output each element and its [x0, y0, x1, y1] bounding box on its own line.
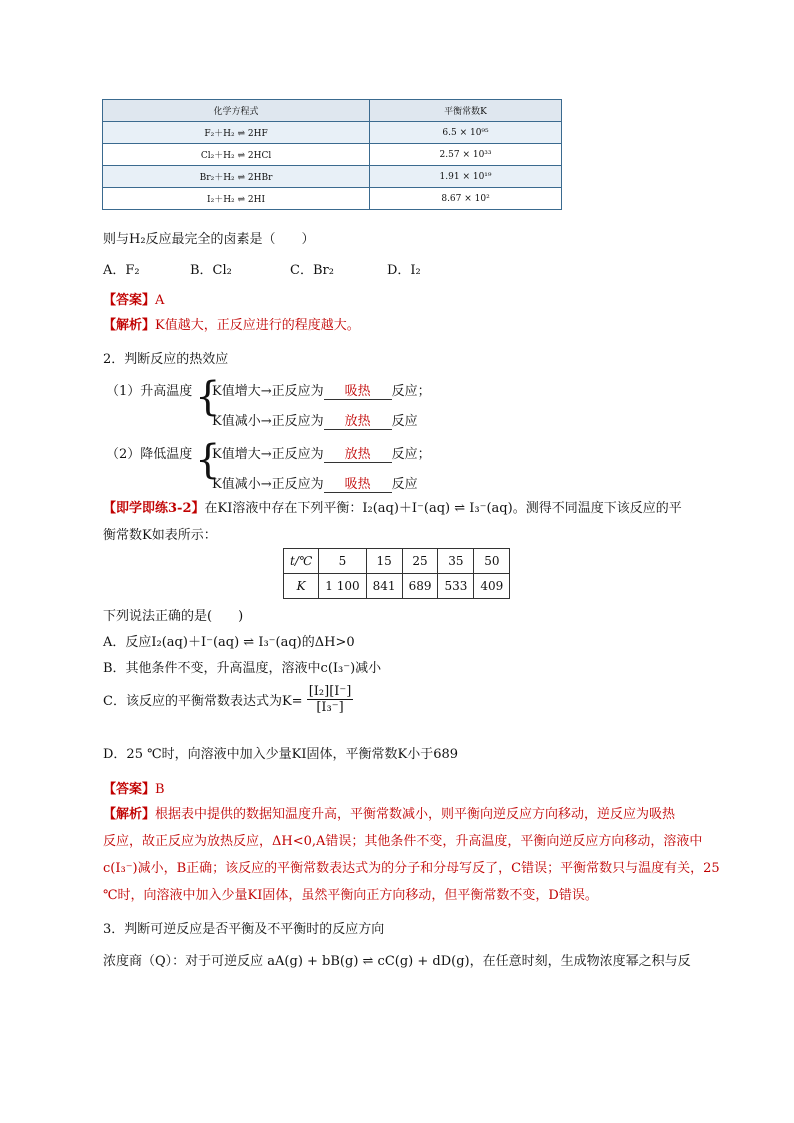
question-line: 【即学即练3-2】在KI溶液中存在下列平衡：I₂(aq)＋I⁻(aq) ⇌ I₃⁻(aq)。测得不同温度下该反应的平 [103, 501, 682, 516]
statement-line: K值减小→正反应为 吸热 反应 [212, 473, 418, 493]
table-cell: I₂＋H₂ ⇌ 2HI [103, 188, 370, 210]
option-c: C．Br₂ [290, 263, 334, 278]
table-cell: 35 [438, 549, 474, 574]
table-cell: 409 [474, 574, 510, 599]
explanation-line: 【解析】根据表中提供的数据知温度升高，平衡常数减小，则平衡向逆反应方向移动，逆反应为吸热 [103, 807, 676, 822]
explanation-line: ℃时，向溶液中加入少量KI固体，虽然平衡向正方向移动，但平衡常数不变，D错误。 [103, 888, 598, 903]
explanation-text: K值越大，正反应进行的程度越大。 [155, 318, 360, 333]
exercise-tag: 【即学即练3-2】 [103, 501, 205, 516]
temperature-k-table [283, 548, 510, 599]
option-d: D．25 ℃时，向溶液中加入少量KI固体，平衡常数K小于689 [103, 747, 459, 762]
explanation-label: 【解析】 [103, 807, 156, 822]
answer-label: 【答案】 [103, 293, 156, 308]
table-cell: t/℃ [284, 549, 319, 574]
explanation-line: c(I₃⁻)减小，B正确；该反应的平衡常数表达式为的分子和分母写反了，C错误；平衡常数只与温度有关，25 [103, 861, 720, 876]
option-a: A．F₂ [103, 263, 140, 278]
explanation-label: 【解析】 [103, 318, 156, 333]
brace-symbol: { [195, 374, 221, 420]
group-label: （2）降低温度 [106, 447, 193, 462]
blank-fill: 放热 [324, 443, 392, 463]
table-header: 平衡常数K [370, 100, 562, 122]
statement-line: K值减小→正反应为 放热 反应 [212, 410, 418, 430]
body-line: 浓度商（Q）：对于可逆反应 aA(g) + bB(g) ⇌ cC(g) + dD(g)，在任意时刻，生成物浓度幂之积与反 [103, 954, 691, 969]
table-cell: Cl₂＋H₂ ⇌ 2HCl [103, 144, 370, 166]
table-cell: 1.91 × 10¹⁹ [370, 166, 562, 188]
table-cell: 533 [438, 574, 474, 599]
table-cell: 841 [366, 574, 402, 599]
table-cell: F₂＋H₂ ⇌ 2HF [103, 122, 370, 144]
answer-line [103, 289, 164, 308]
statement-line: K值增大→正反应为 放热 反应； [212, 443, 431, 463]
table-cell: 6.5 × 10⁹⁵ [370, 122, 562, 144]
statement-line: K值增大→正反应为 吸热 反应； [212, 380, 431, 400]
question-stem: 下列说法正确的是( ) [103, 609, 244, 624]
table-cell: 25 [402, 549, 438, 574]
table-cell: K [284, 574, 319, 599]
table-cell: 1 100 [319, 574, 366, 599]
option-a: A．反应I₂(aq)＋I⁻(aq) ⇌ I₃⁻(aq)的ΔH>0 [103, 635, 355, 650]
table-cell: 8.67 × 10² [370, 188, 562, 210]
answer-value: A [155, 293, 165, 308]
blank-fill: 放热 [324, 410, 392, 430]
table-header: 化学方程式 [103, 100, 370, 122]
fraction: $\frac{\text{[I₂][I⁻]}}{\text{[I₃⁻]}}$ [308, 684, 352, 715]
blank-fill: 吸热 [324, 380, 392, 400]
option-c: C．该反应的平衡常数表达式为K= $\frac{\text{[I₂][I⁻]}}{\text{[I₃⁻]}}$ [103, 684, 352, 715]
explanation-line: 反应，故正反应为放热反应，ΔH<0,A错误；其他条件不变，升高温度，平衡向逆反应方向移动，溶液中 [103, 834, 703, 849]
table-cell: Br₂＋H₂ ⇌ 2HBr [103, 166, 370, 188]
question-stem: 则与H₂反应最完全的卤素是（ ） [103, 232, 315, 247]
brace-symbol: { [195, 437, 221, 483]
table-cell: 50 [474, 549, 510, 574]
question-line: 衡常数K如表所示： [103, 528, 217, 543]
explanation-line [103, 314, 360, 333]
option-b: B．其他条件不变，升高温度，溶液中c(I₃⁻)减小 [103, 661, 382, 676]
equilibrium-constant-table [102, 99, 562, 210]
option-d: D．I₂ [387, 263, 421, 278]
blank-fill: 吸热 [324, 473, 392, 493]
table-cell: 689 [402, 574, 438, 599]
option-b: B．Cl₂ [190, 263, 232, 278]
section-title: 3．判断可逆反应是否平衡及不平衡时的反应方向 [103, 922, 385, 937]
table-cell: 5 [319, 549, 366, 574]
table-cell: 2.57 × 10³³ [370, 144, 562, 166]
table-cell: 15 [366, 549, 402, 574]
answer-label: 【答案】 [103, 782, 156, 797]
answer-line [103, 778, 165, 797]
section-title: 2．判断反应的热效应 [103, 352, 229, 367]
group-label: （1）升高温度 [106, 384, 193, 399]
answer-value: B [155, 782, 165, 797]
